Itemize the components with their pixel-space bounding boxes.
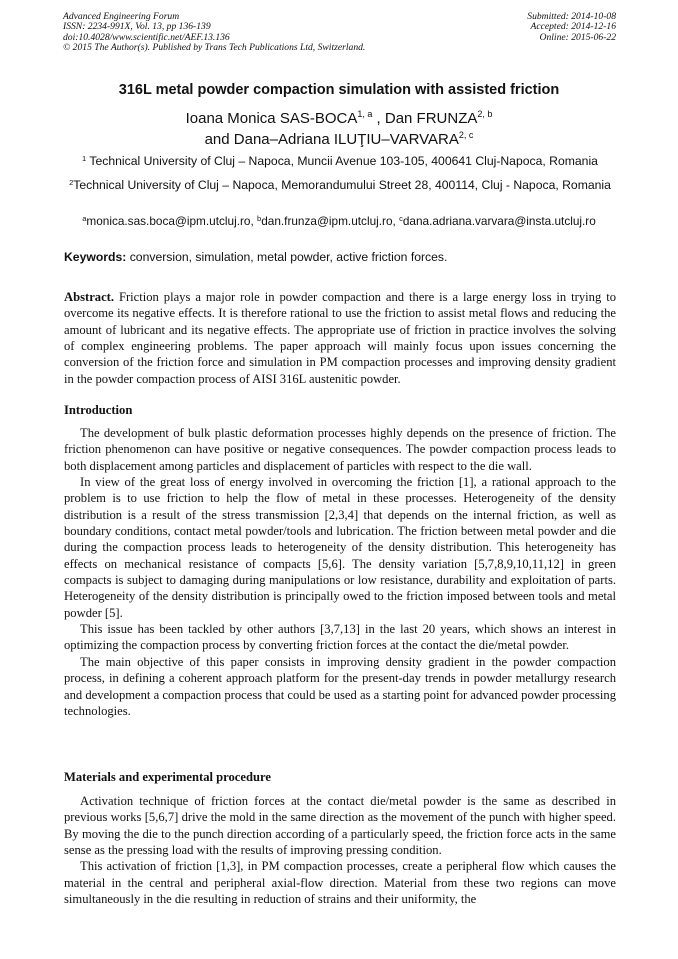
keywords-label: Keywords: xyxy=(64,250,127,264)
introduction-paragraph-3: This issue has been tackled by other authors [3,7,13] in the last 20 years, which shows an interest in optimizing the compaction process by converting friction forces at the contact the die/metal powder. xyxy=(64,622,616,653)
paper-title: 316L metal powder compaction simulation with assisted friction xyxy=(118,82,560,98)
online-date: Online: 2015-06-22 xyxy=(539,31,616,43)
author-separator: , xyxy=(372,110,385,127)
introduction-paragraph-4: The main objective of this paper consists in improving density gradient in the powder compaction process, in defining a coherent approach platform for the present-day trends in powder metallurgy research and development a compaction process that could be used as a starting point for advanced powder processing technologies. xyxy=(64,654,616,718)
author-line-2 xyxy=(0,129,678,150)
keywords xyxy=(64,249,616,265)
introduction-body xyxy=(64,425,616,719)
affiliation-2-text: Technical University of Cluj – Napoca, Memorandumului Street 28, 400114, Cluj - Napoca, Romania xyxy=(73,178,611,192)
header-left xyxy=(63,12,365,54)
author-2-mark: 2, b xyxy=(477,109,493,119)
issn-line: ISSN: 2234-991X, Vol. 13, pp 136-139 xyxy=(63,21,211,33)
affiliation-1 xyxy=(64,153,616,169)
materials-paragraph-1: Activation technique of friction forces at the contact die/metal powder is the same as described in previous works [5,6,7] drive the mold in the same direction as the movement of the punch with higher speed. By moving the die to the punch direction according of a particularly speed, the friction force acts in the same sense as the pressing load with the results of improving pressing condition. xyxy=(64,794,616,858)
author-3: Dana–Adriana ILUŢIU–VARVARA xyxy=(233,131,459,148)
author-3-mark: 2, c xyxy=(458,130,474,140)
header-right xyxy=(527,12,616,43)
author-list xyxy=(0,108,678,150)
introduction-paragraph-1: The development of bulk plastic deformation processes highly depends on the presence of friction. The friction phenomenon can have positive or negative consequences. The powder compaction process leads to both displacement among particles and displacement of particles with respect to the die wall. xyxy=(64,426,616,473)
submitted-date: Submitted: 2014-10-08 xyxy=(527,11,616,22)
author-and: and xyxy=(204,131,234,148)
affiliation-2 xyxy=(64,177,616,193)
email-2-mark: b xyxy=(257,214,262,223)
copyright-line: © 2015 The Author(s). Published by Trans Tech Publications Ltd, Switzerland. xyxy=(63,42,366,54)
email-3[interactable]: dana.adriana.varvara@insta.utcluj.ro xyxy=(402,214,596,228)
materials-body xyxy=(64,793,616,907)
affiliation-2-mark: 2 xyxy=(69,178,74,187)
journal-name: Advanced Engineering Forum xyxy=(63,11,180,22)
affiliation-1-mark: 1 xyxy=(82,154,87,163)
abstract xyxy=(64,289,616,387)
affiliation-1-text: Technical University of Cluj – Napoca, Muncii Avenue 103-105, 400641 Cluj-Napoca, Romania xyxy=(86,154,598,168)
abstract-text: Friction plays a major role in powder compaction and there is a large energy loss in trying to overcome its negative effects. It is therefore rational to use the friction to assist metal flows and reducing the amount of lubricant and its negative effects. The appropriate use of friction in practice involves the solving of complex engineering problems. The paper approach will mainly focus upon issues concerning the conversion of the friction force and simulation in PM compaction processes and improving density gradient in the powder compaction process of AISI 316L austenitic powder. xyxy=(64,290,616,386)
email-1[interactable]: monica.sas.boca@ipm.utcluj.ro, xyxy=(86,214,258,228)
email-list xyxy=(0,213,678,229)
author-line-1 xyxy=(0,108,678,129)
author-1: Ioana Monica SAS-BOCA xyxy=(185,110,358,127)
author-1-mark: 1, a xyxy=(357,109,373,119)
accepted-date: Accepted: 2014-12-16 xyxy=(530,21,616,33)
abstract-paragraph xyxy=(64,289,616,387)
materials-heading: Materials and experimental procedure xyxy=(64,770,271,784)
email-1-mark: a xyxy=(82,214,87,223)
materials-paragraph-2: This activation of friction [1,3], in PM compaction processes, create a peripheral flow which causes the material in the central and peripheral axial-flow direction. Material from these two regions can move simultaneously in the die resulting in reduction of strains and their uniformity, the xyxy=(64,859,616,907)
keywords-text: conversion, simulation, metal powder, active friction forces. xyxy=(126,250,448,264)
abstract-label: Abstract. xyxy=(64,290,115,304)
email-3-mark: c xyxy=(399,214,403,223)
author-2: Dan FRUNZA xyxy=(384,110,478,127)
introduction-paragraph-2: In view of the great loss of energy involved in overcoming the friction [1], a rational approach to the problem is to use friction to help the flow of metal in these processes. Heterogeneity of the density distribution is a result of the stress transmission [2,3,4] that depends on the internal friction, as well as boundary conditions, contact metal powder/tools and lubrication. The friction between metal powder and die during the compaction process leads to heterogeneity of the density distribution. This heterogeneity has effects on mechanical resistance of compacts [5,6]. The density variation [5,7,8,9,10,11,12] in green compacts is subject to damaging during manipulations or low resistance, durability and exploitation of parts. Heterogeneity of the density distribution is principally owed to the friction imposed between tools and metal powder [5]. xyxy=(64,475,616,620)
doi-line[interactable]: doi:10.4028/www.scientific.net/AEF.13.136 xyxy=(63,31,230,43)
email-2[interactable]: dan.frunza@ipm.utcluj.ro, xyxy=(261,214,400,228)
introduction-heading: Introduction xyxy=(64,403,133,417)
